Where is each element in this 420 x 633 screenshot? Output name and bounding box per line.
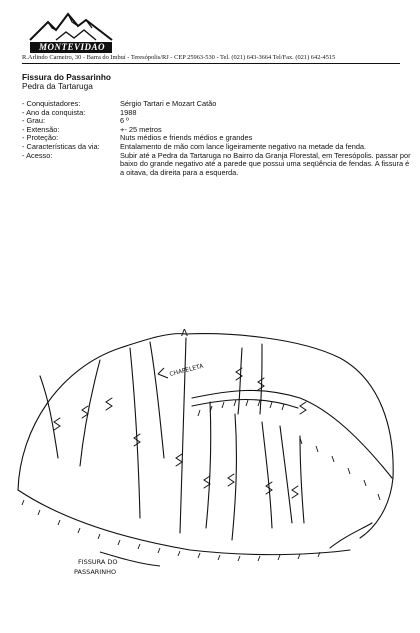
summit-label: A [181, 328, 188, 339]
detail-label: - Extensão: [22, 124, 60, 134]
detail-label: - Proteção: [22, 133, 59, 143]
crack [238, 348, 242, 414]
crack-zigzag [292, 486, 298, 498]
route-label-line1: FISSURA DO [78, 558, 118, 566]
crack-zigzag [176, 454, 182, 466]
detail-row-ano [22, 109, 412, 118]
crack-zigzag [106, 398, 112, 410]
detail-value: Sérgio Tartari e Mozart Catão [120, 99, 217, 108]
base-line [18, 490, 350, 555]
chapeleta-label: CHAPELETA [168, 362, 205, 378]
crack-zigzag [134, 434, 140, 446]
detail-label: - Conquistadores: [22, 99, 81, 108]
rock-outline [18, 334, 393, 538]
header-divider [22, 63, 400, 64]
crack [130, 348, 140, 518]
crack-zigzag [228, 474, 234, 486]
crack-zigzag [54, 418, 60, 430]
detail-label: - Grau: [22, 116, 45, 126]
detail-value: Subir até a Pedra da Tartaruga no Bairro da Granja Florestal, em Teresópolis. passar por baixo do grande negativo até a parede que possui uma seqüência de fendas. A fissura é a oitava, da direita para a esquerda. [120, 150, 411, 177]
detail-row-grau [22, 117, 412, 126]
detail-label: - Acesso: [22, 150, 53, 160]
detail-value: Entalamento de mão com lance ligeiramente negativo na metade da fenda. [120, 141, 367, 151]
crack-zigzag [258, 378, 264, 390]
crack [280, 426, 292, 523]
detail-value: 1988 [120, 107, 137, 117]
crack [300, 436, 304, 523]
route-location: Pedra da Tartaruga [22, 81, 93, 91]
detail-value: Nuts médios e friends médios e grandes [120, 133, 253, 143]
vegetation-ticks [198, 400, 380, 500]
route-topo-sketch [0, 318, 420, 588]
detail-value: 6 º [120, 116, 129, 126]
detail-label: - Ano da conquista: [22, 107, 86, 117]
route-label-line2: PASSARINHO [74, 568, 117, 576]
route-details [22, 100, 412, 177]
crack-zigzag [300, 402, 306, 414]
detail-value: +- 25 metros [120, 124, 162, 134]
detail-row-acesso [22, 152, 412, 178]
crack [232, 414, 236, 540]
chapeleta-arrow [158, 368, 168, 378]
crack-zigzag [266, 482, 272, 494]
vegetation-ticks [22, 500, 320, 561]
contact-line: R.Arlindo Carneiro, 30 - Barra do Imbuí - Teresópolis/RJ - CEP 25963-530 - Tel. (021) 643-3664 Tel/Fax. (021) 642-4515 [22, 54, 336, 61]
base-line-right [330, 523, 372, 548]
crack-fissura-do-passarinho [262, 422, 272, 528]
crack [150, 342, 164, 458]
crack [206, 402, 211, 528]
crack [80, 360, 100, 466]
ledge-line [192, 390, 392, 478]
ledge-line [192, 400, 298, 409]
logo-text: MONTEVIDAO [38, 42, 105, 52]
detail-label: - Características da via: [22, 141, 100, 151]
crack [40, 376, 58, 458]
route-title: Fissura do Passarinho [22, 72, 111, 82]
